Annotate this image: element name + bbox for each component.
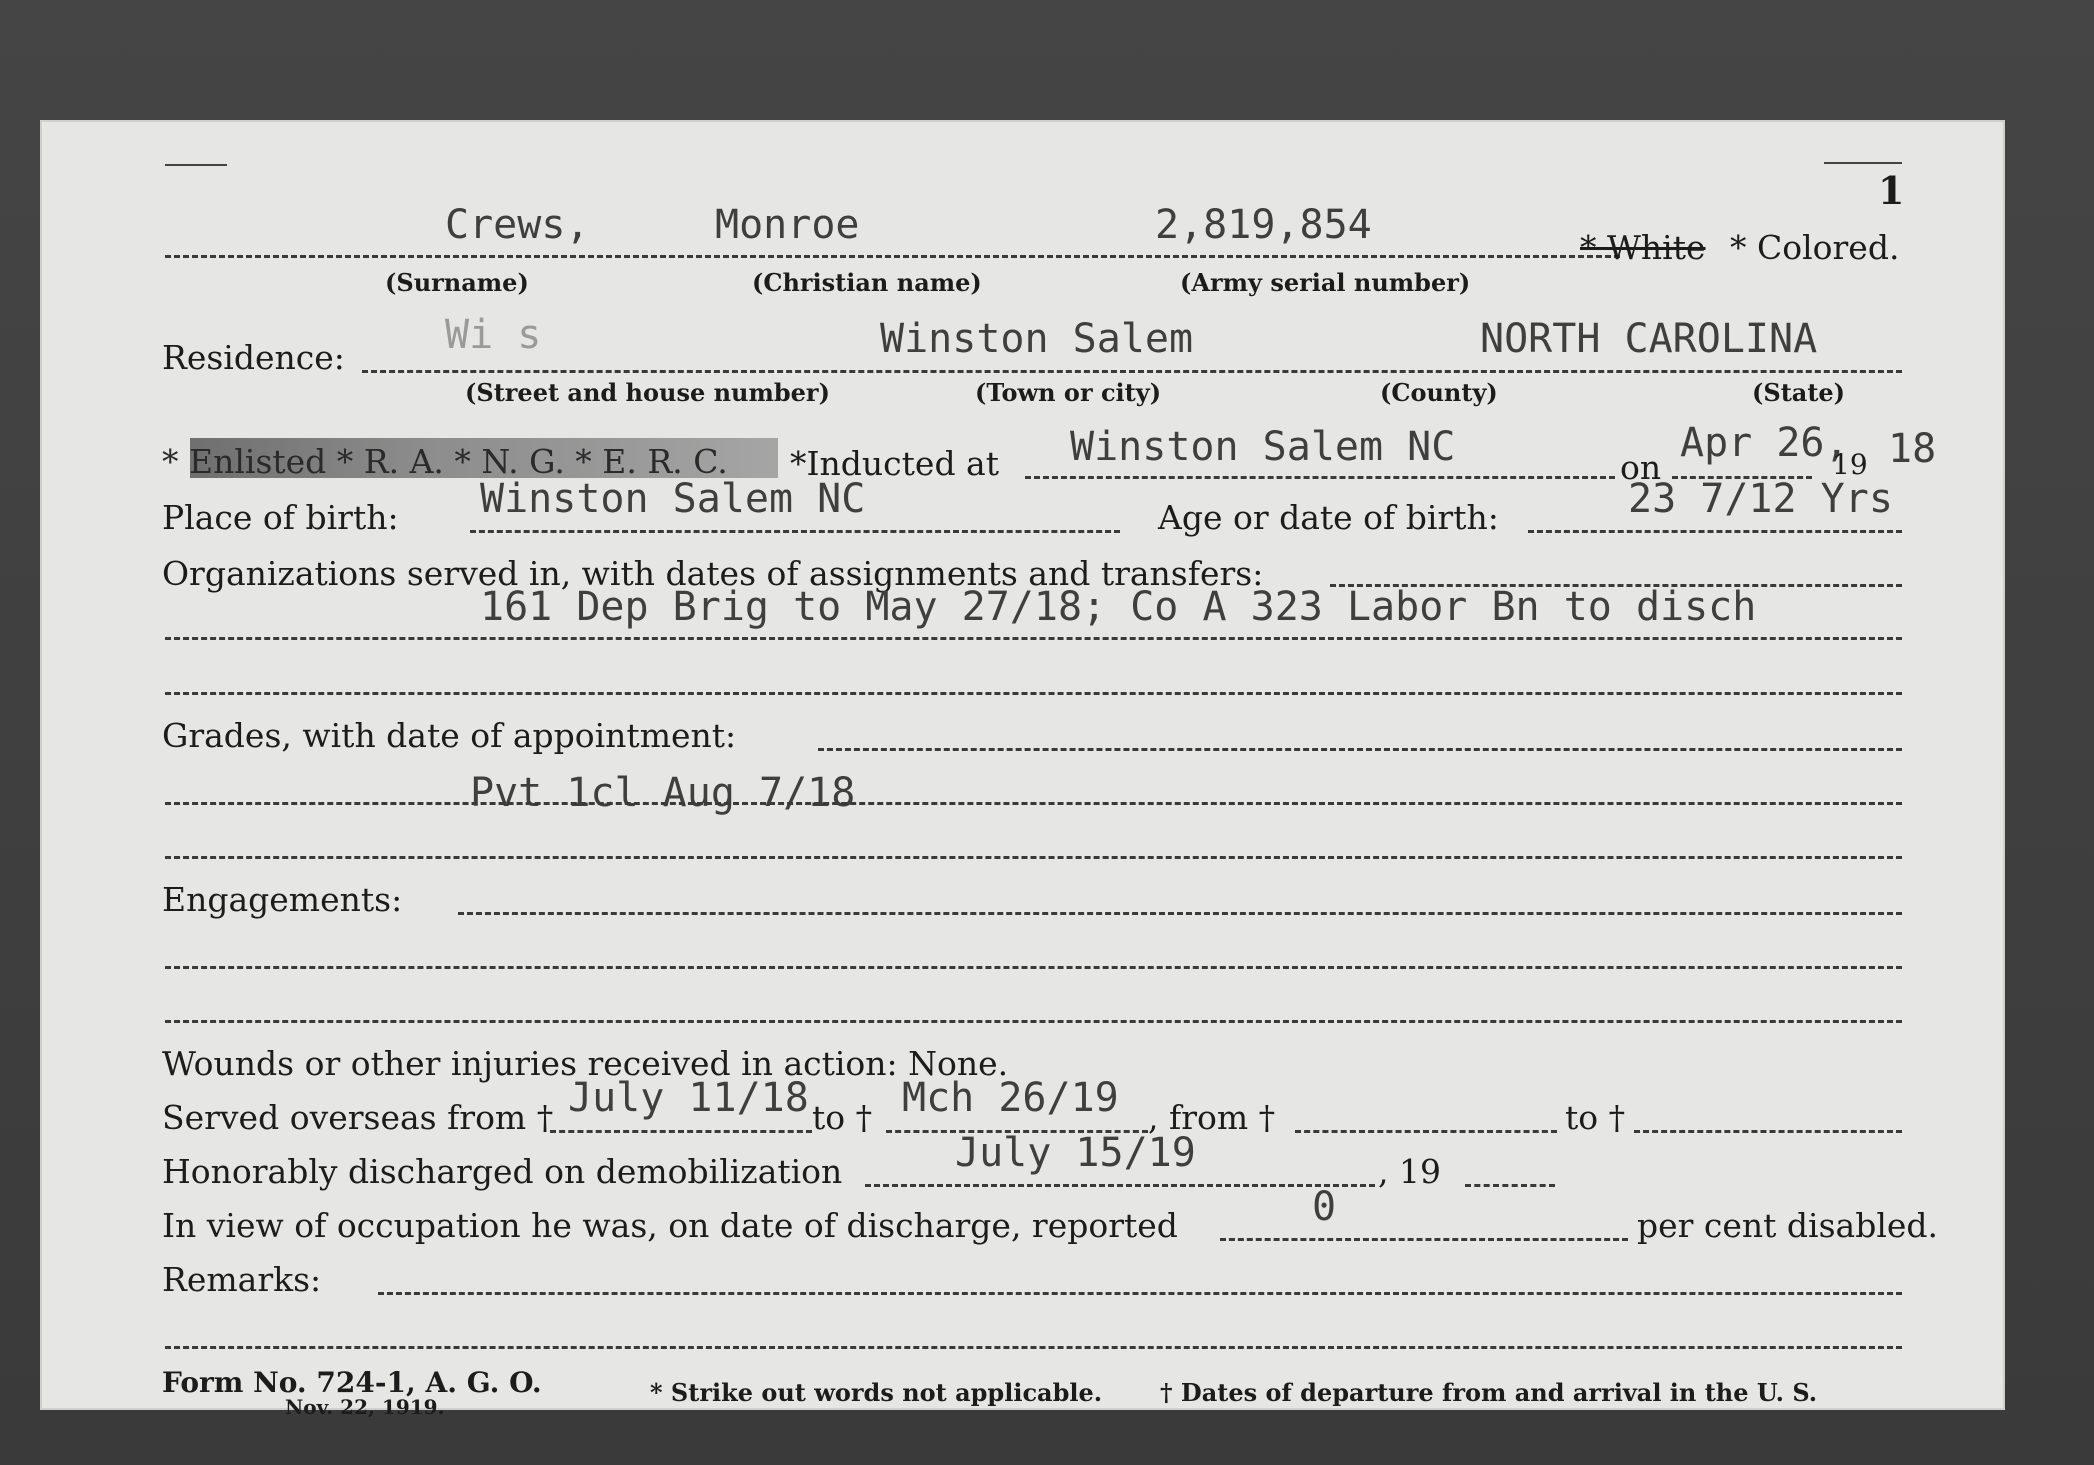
discharge-year-line [1465,1184,1555,1187]
year-prefix: 19 [1832,448,1868,481]
age-label: Age or date of birth: [1158,498,1499,537]
inducted-place-value: Winston Salem NC [1070,424,1456,470]
caption-surname: (Surname) [385,268,529,297]
disability-line [1220,1238,1628,1241]
race-white: * White [1580,228,1706,267]
top-right-rule [1824,162,1902,164]
grades-value: Pvt 1cl Aug 7/18 [470,770,856,816]
residence-line [362,370,1902,373]
wounds-label: Wounds or other injuries received in action: None. [162,1044,1009,1083]
overseas-from-line-2 [1295,1130,1557,1133]
age-value: 23 7/12 Yrs [1628,476,1893,522]
overseas-to-line-2 [1634,1130,1902,1133]
grades-line-0 [818,748,1902,751]
discharge-line [865,1184,1375,1187]
residence-street-value: Wi s [445,312,542,358]
remarks-line-0 [378,1292,1902,1295]
grades-line-2 [165,856,1902,859]
discharge-label: Honorably discharged on demobilization [162,1152,843,1191]
birth-place-line [470,530,1120,533]
footnote-strike: * Strike out words not applicable. [650,1378,1103,1407]
footnote-dates: † Dates of departure from and arrival in the U. S. [1160,1378,1818,1407]
serial-number-value: 2,819,854 [1155,202,1372,248]
birth-place-value: Winston Salem NC [480,476,866,522]
residence-state-value: NORTH CAROLINA [1480,316,1818,362]
inducted-date-value: Apr 26, [1680,420,1849,466]
organizations-value: 161 Dep Brig to May 27/18; Co A 323 Labor Bn to disch [480,584,1757,630]
residence-town-value: Winston Salem [880,316,1194,362]
disability-suffix: per cent disabled. [1637,1206,1939,1245]
residence-label: Residence: [162,338,345,377]
grades-label: Grades, with date of appointment: [162,716,737,755]
christian-name-value: Monroe [715,202,860,248]
caption-town: (Town or city) [975,378,1162,407]
grades-line-1 [165,802,1902,805]
caption-christian-name: (Christian name) [752,268,982,297]
overseas-label: Served overseas from † [162,1098,554,1137]
caption-state: (State) [1752,378,1846,407]
engagements-line-1 [165,966,1902,969]
service-record-card [40,120,2005,1419]
overseas-from-line [550,1130,812,1133]
engagements-label: Engagements: [162,880,403,919]
top-left-rule [165,164,227,166]
enlistment-options: * Enlisted * R. A. * N. G. * E. R. C. [162,442,728,481]
on-label: on [1620,448,1662,487]
discharge-date-value: July 15/19 [955,1130,1196,1176]
disability-label: In view of occupation he was, on date of discharge, reported [162,1206,1178,1245]
disability-value: 0 [1312,1184,1337,1230]
caption-county: (County) [1380,378,1498,407]
organizations-label: Organizations served in, with dates of assignments and transfers: [162,554,1264,593]
discharge-year: , 19 [1378,1152,1441,1191]
birth-place-label: Place of birth: [162,498,399,537]
overseas-from-value: July 11/18 [568,1075,809,1121]
name-line [165,255,1620,258]
organizations-line-2 [165,692,1902,695]
form-number: Form No. 724-1, A. G. O. [162,1366,542,1399]
engagements-line-0 [458,912,1902,915]
caption-serial: (Army serial number) [1180,268,1471,297]
surname-value: Crews, [445,202,590,248]
race-colored: * Colored. [1730,228,1900,267]
overseas-from-label-2: , from † [1148,1098,1276,1137]
card-number: 1 [1878,168,1905,213]
engagements-line-2 [165,1020,1902,1023]
inducted-place-line [1025,476,1615,479]
inducted-label: *Inducted at [790,444,999,483]
caption-street: (Street and house number) [465,378,830,407]
remarks-line-1 [165,1346,1902,1349]
inducted-year-value: 18 [1888,426,1937,472]
age-line [1528,530,1902,533]
organizations-line-1 [165,637,1902,640]
form-date: Nov. 22, 1919. [285,1395,445,1419]
overseas-to-value: Mch 26/19 [902,1075,1119,1121]
overseas-to-label-2: to † [1565,1098,1626,1137]
overseas-to-label: to † [812,1098,873,1137]
remarks-label: Remarks: [162,1260,322,1299]
